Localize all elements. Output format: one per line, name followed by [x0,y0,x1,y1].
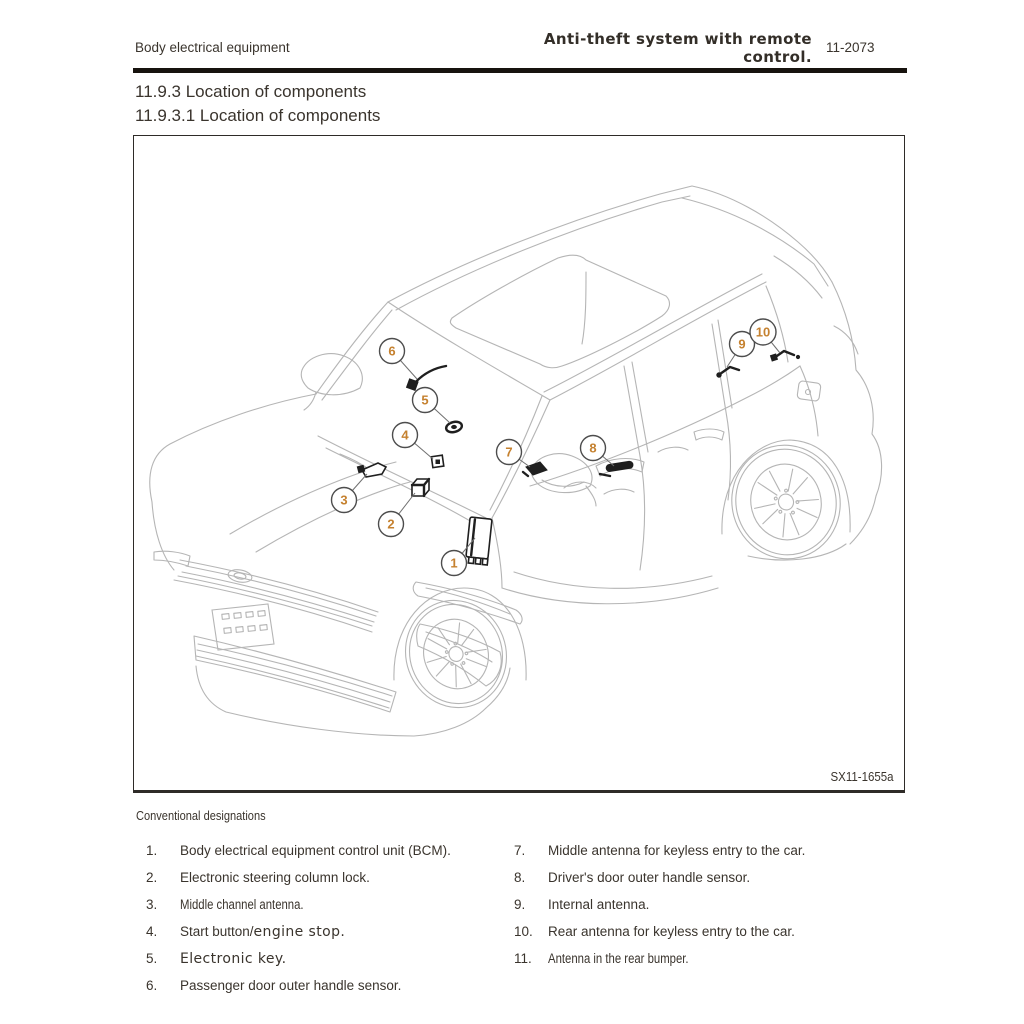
callout-2 [379,512,404,537]
header-chapter-title [470,30,812,66]
legend-item-3: 3. Middle channel antenna. [146,897,304,912]
header-left-title: Body electrical equipment [135,40,290,55]
component-10-rear-antenna [770,351,799,361]
component-4-start-button [431,455,443,467]
legend-item-4: 4. Start button/engine stop. [146,924,346,940]
callouts [332,319,777,576]
svg-text:5: 5 [421,392,429,408]
callout-8 [581,436,606,461]
svg-text:9: 9 [738,336,746,352]
legend-item-7: 7. Middle antenna for keyless entry to the car. [514,843,806,858]
svg-text:10: 10 [755,324,771,340]
page-number: 11-2073 [826,40,875,55]
svg-text:1: 1 [450,555,458,571]
svg-text:4: 4 [401,427,409,443]
component-5-electronic-key [445,420,463,434]
callout-4 [393,423,418,448]
chapter-title-line2: control. [743,48,812,66]
callout-5 [413,388,438,413]
component-6-passenger-handle-sensor [407,366,446,390]
component-1-bcm [465,517,492,565]
legend-item-6: 6. Passenger door outer handle sensor. [146,978,402,993]
svg-text:7: 7 [505,444,513,460]
header-rule [133,68,907,73]
subsection-heading: 11.9.3.1 Location of components [135,106,381,125]
svg-text:3: 3 [340,492,348,508]
legend-item-9: 9. Internal antenna. [514,897,650,912]
legend-item-1: 1. Body electrical equipment control unit (BCM). [146,843,451,858]
component-marks [357,351,799,565]
legend-item-5: 5. Electronic key. [146,951,287,967]
rear-wheel [719,433,853,571]
section-heading: 11.9.3 Location of components [135,82,367,101]
front-wheel [391,586,522,722]
svg-text:8: 8 [589,440,597,456]
component-8-driver-handle-sensor [600,461,633,476]
callout-leaders [344,332,780,563]
callout-1 [442,551,467,576]
callout-7 [497,440,522,465]
svg-text:2: 2 [387,516,395,532]
figure-frame [133,135,905,793]
legend-item-2: 2. Electronic steering column lock. [146,870,370,885]
callout-10 [750,319,776,345]
callout-3 [332,488,357,513]
legend-item-11: 11. Antenna in the rear bumper. [514,951,689,966]
car-diagram [134,136,904,790]
legend-item-8: 8. Driver's door outer handle sensor. [514,870,751,885]
chapter-title-line1: Anti-theft system with remote [543,30,812,48]
figure-code: SX11-1655a [830,770,894,784]
legend-title: Conventional designations [136,808,266,823]
callout-6 [380,339,405,364]
left-mirror [301,354,362,395]
svg-text:6: 6 [388,343,396,359]
legend-item-10: 10. Rear antenna for keyless entry to the car. [514,924,795,939]
